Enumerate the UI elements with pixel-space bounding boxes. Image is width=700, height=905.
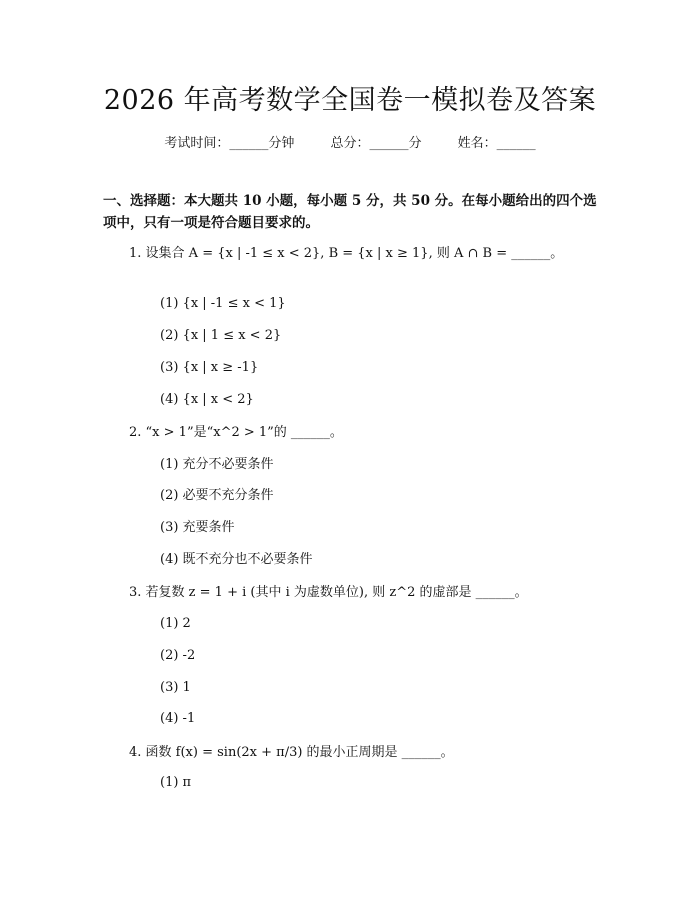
- question-1-option-2: (2) {x | 1 ≤ x < 2}: [160, 328, 282, 343]
- question-4: [103, 741, 598, 764]
- question-3-option-2: (2) -2: [160, 648, 196, 663]
- question-2-text: 2. “x > 1”是“x^2 > 1”的 ______。: [129, 425, 343, 440]
- question-2-option-3: (3) 充要条件: [160, 520, 235, 535]
- question-3-option-4: (4) -1: [160, 711, 196, 726]
- question-3-option-3: (3) 1: [160, 680, 191, 695]
- total-score-field: 总分：______分: [330, 136, 422, 151]
- student-name-field: 姓名：______: [457, 136, 536, 151]
- question-3: [103, 581, 598, 604]
- question-4-text: 4. 函数 f(x) = sin(2x + π/3) 的最小正周期是 ______。: [129, 745, 454, 760]
- question-1-option-4: (4) {x | x < 2}: [160, 392, 254, 407]
- question-2-option-4: (4) 既不充分也不必要条件: [160, 552, 313, 567]
- question-3-text: 3. 若复数 z = 1 + i (其中 i 为虚数单位), 则 z^2 的虚部是 ______。: [129, 585, 528, 600]
- exam-info-line: [0, 132, 700, 151]
- question-3-option-1: (1) 2: [160, 616, 191, 631]
- question-4-option-1: (1) π: [160, 775, 192, 790]
- question-1-text: 1. 设集合 A = {x | -1 ≤ x < 2}, B = {x | x ≥ 1}, 则 A ∩ B = ______。: [129, 246, 564, 261]
- section-heading: 一、选择题：本大题共 10 小题，每小题 5 分，共 50 分。在每小题给出的四个选项中，只有一项是符合题目要求的。: [103, 193, 597, 231]
- question-2-option-1: (1) 充分不必要条件: [160, 457, 274, 472]
- exam-time-field: 考试时间：______分钟: [164, 136, 295, 151]
- question-2: [103, 421, 598, 444]
- question-2-option-2: (2) 必要不充分条件: [160, 488, 274, 503]
- question-1: [103, 242, 598, 265]
- question-1-option-3: (3) {x | x ≥ -1}: [160, 360, 259, 375]
- page-title: 2026 年高考数学全国卷一模拟卷及答案: [103, 85, 597, 116]
- question-1-option-1: (1) {x | -1 ≤ x < 1}: [160, 296, 286, 311]
